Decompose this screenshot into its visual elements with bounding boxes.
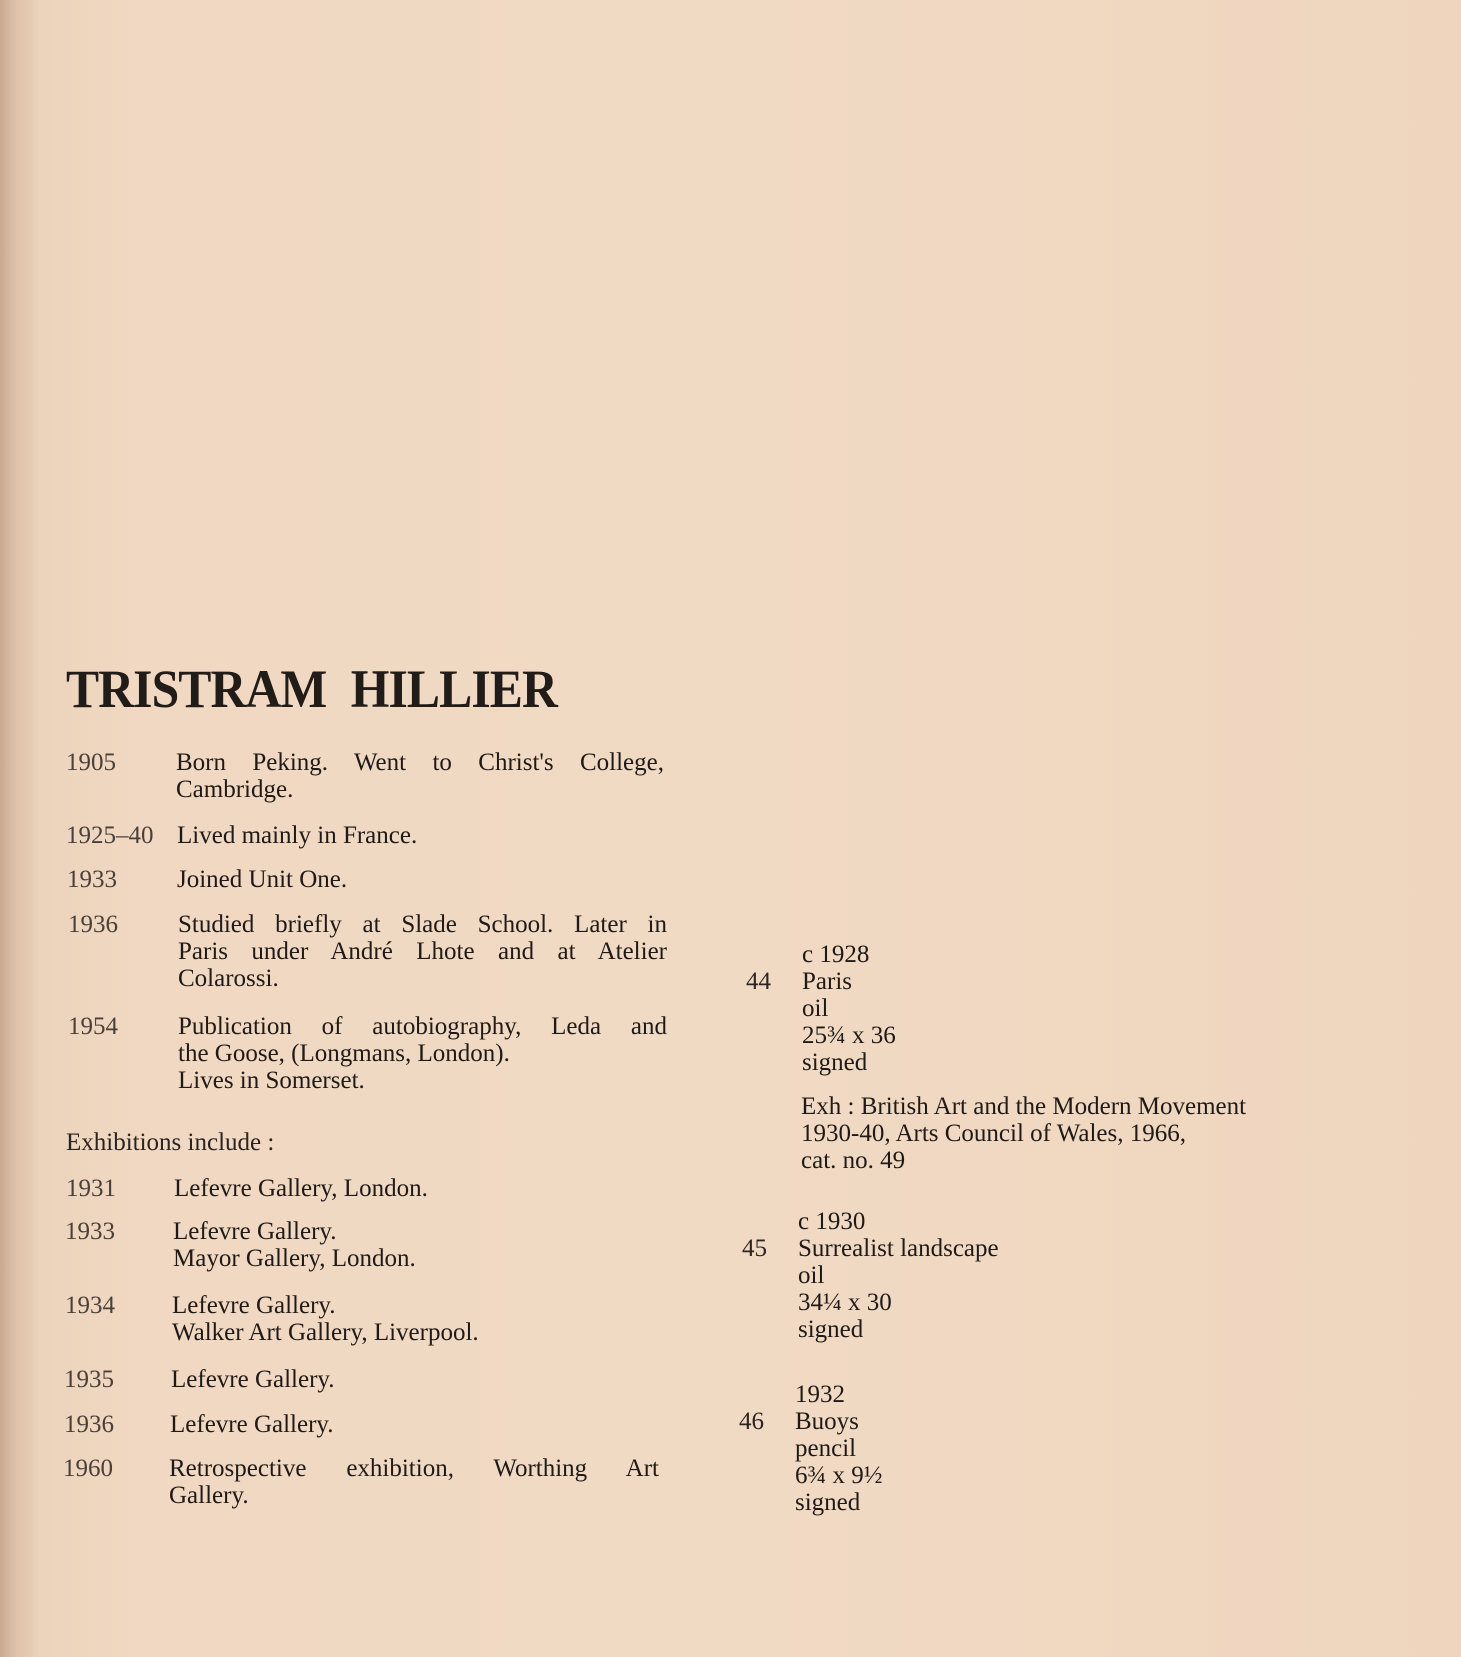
- exhibition-text: [171, 1366, 661, 1393]
- catalogue-details: [795, 1381, 883, 1516]
- catalogue-signature: signed: [795, 1489, 861, 1516]
- biography-line: Publication of autobiography, Leda and: [178, 1013, 667, 1040]
- catalogue-date: c 1928: [802, 941, 870, 968]
- biography-year: 1905: [66, 749, 116, 776]
- biography-line: the Goose, (Longmans, London).: [178, 1040, 510, 1067]
- exhibition-line: Mayor Gallery, London.: [173, 1245, 416, 1272]
- catalogue-medium: oil: [802, 995, 829, 1022]
- catalogue-exhibited-note: [801, 1093, 1246, 1174]
- exhibition-year: 1934: [65, 1292, 115, 1319]
- exhibition-line: Lefevre Gallery.: [173, 1218, 337, 1245]
- biography-text: [176, 749, 664, 803]
- exhibition-line: Retrospective exhibition, Worthing Art: [169, 1455, 659, 1482]
- catalogue-signature: signed: [802, 1049, 868, 1076]
- catalogue-title: Buoys: [795, 1408, 859, 1435]
- exhibition-year: 1935: [64, 1366, 114, 1393]
- biography-year: 1933: [67, 866, 117, 893]
- exhibition-line: Gallery.: [169, 1482, 249, 1509]
- biography-year: 1925–40: [66, 822, 154, 849]
- catalogue-medium: pencil: [795, 1435, 857, 1462]
- exhibition-line: Walker Art Gallery, Liverpool.: [172, 1319, 479, 1346]
- exhibition-line: Lefevre Gallery.: [171, 1366, 335, 1393]
- catalogue-number: 45: [742, 1235, 767, 1262]
- biography-year: 1936: [68, 911, 118, 938]
- catalogue-title: Surrealist landscape: [798, 1235, 999, 1262]
- biography-line: Joined Unit One.: [177, 866, 348, 893]
- biography-line: Cambridge.: [176, 776, 294, 803]
- exhibited-line: 1930-40, Arts Council of Wales, 1966,: [801, 1120, 1186, 1147]
- exhibition-text: [174, 1175, 664, 1202]
- exhibitions-heading: Exhibitions include :: [66, 1129, 275, 1156]
- catalogue-title: Paris: [802, 968, 852, 995]
- exhibition-year: 1933: [65, 1218, 115, 1245]
- biography-line: Lives in Somerset.: [178, 1067, 365, 1094]
- catalogue-medium: oil: [798, 1262, 825, 1289]
- exhibition-text: [169, 1455, 659, 1509]
- exhibition-text: [173, 1218, 663, 1272]
- biography-line: Lived mainly in France.: [177, 822, 418, 849]
- catalogue-signature: signed: [798, 1316, 864, 1343]
- exhibited-line: cat. no. 49: [801, 1147, 906, 1174]
- biography-line: Paris under André Lhote and at Atelier: [178, 938, 667, 965]
- exhibition-text: [172, 1292, 662, 1346]
- catalogue-date: c 1930: [798, 1208, 866, 1235]
- biography-line: Born Peking. Went to Christ's College,: [176, 749, 664, 776]
- artist-name: TRISTRAM HILLIER: [66, 659, 557, 719]
- exhibition-line: Lefevre Gallery.: [170, 1411, 334, 1438]
- biography-line: Studied briefly at Slade School. Later in: [178, 911, 667, 938]
- exhibition-year: 1960: [63, 1455, 113, 1482]
- catalogue-details: [798, 1208, 999, 1343]
- biography-line: Colarossi.: [178, 965, 279, 992]
- exhibition-year: 1936: [64, 1411, 114, 1438]
- catalogue-number: 44: [746, 968, 771, 995]
- biography-text: [178, 911, 667, 992]
- catalogue-number: 46: [739, 1408, 764, 1435]
- exhibition-line: Lefevre Gallery.: [172, 1292, 336, 1319]
- catalogue-size: 34¼ x 30: [798, 1289, 892, 1316]
- biography-text: [177, 866, 667, 893]
- exhibition-text: [170, 1411, 660, 1438]
- exhibition-line: Lefevre Gallery, London.: [174, 1175, 428, 1202]
- biography-text: [177, 822, 667, 849]
- biography-text: [178, 1013, 667, 1094]
- catalogue-size: 25¾ x 36: [802, 1022, 896, 1049]
- catalogue-details: [802, 941, 896, 1076]
- exhibited-line: Exh : British Art and the Modern Movement: [801, 1093, 1247, 1120]
- catalogue-size: 6¾ x 9½: [795, 1462, 883, 1489]
- catalogue-date: 1932: [795, 1381, 845, 1408]
- biography-year: 1954: [68, 1013, 118, 1040]
- exhibition-year: 1931: [66, 1175, 116, 1202]
